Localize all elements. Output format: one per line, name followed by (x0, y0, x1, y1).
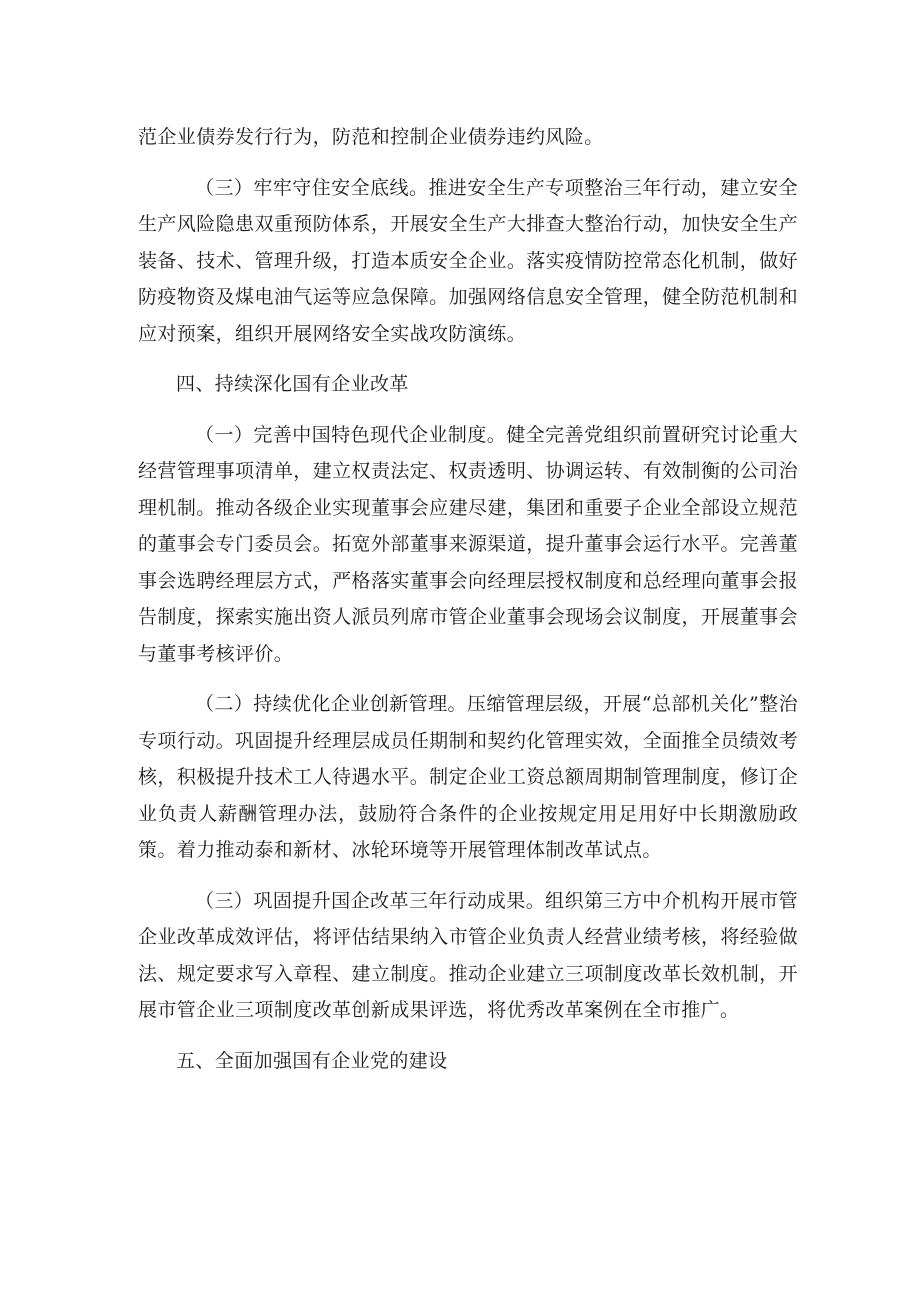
document-body (138, 119, 798, 1093)
paragraph-reform-results: （三）巩固提升国企改革三年行动成果。组织第三方中介机构开展市管企业改革成效评估，将评估结果纳入市管企业负责人经营业绩考核，将经验做法、规定要求写入章程、建立制度。推动企业建立三项制度改革长效机制，开展市管企业三项制度改革创新成果评选，将优秀改革案例在全市推广。 (138, 889, 798, 1021)
paragraph-safety-bottom-line: （三）牢牢守住安全底线。推进安全生产专项整治三年行动，建立安全生产风险隐患双重预防体系，开展安全生产大排查大整治行动，加快安全生产装备、技术、管理升级，打造本质安全企业。落实疫情防控常态化机制，做好防疫物资及煤电油气运等应急保障。加强网络信息安全管理，健全防范机制和应对预案，组织开展网络安全实战攻防演练。 (138, 176, 798, 345)
section-heading-party-building: 五、全面加强国有企业党的建设 (176, 1049, 448, 1072)
paragraph-continuation: 范企业债券发行行为，防范和控制企业债券违约风险。 (138, 126, 604, 148)
section-heading-reform: 四、持续深化国有企业改革 (176, 373, 409, 395)
paragraph-innovation-management: （二）持续优化企业创新管理。压缩管理层级，开展“总部机关化”整治专项行动。巩固提升经理层成员任期制和契约化管理实效，全面推全员绩效考核，积极提升技术工人待遇水平。制定企业工资总额周期制管理制度，修订企业负责人薪酬管理办法，鼓励符合条件的企业按规定用足用好中长期激励政策。着力推动泰和新材、冰轮环境等开展管理体制改革试点。 (138, 693, 798, 861)
paragraph-modern-enterprise-system: （一）完善中国特色现代企业制度。健全完善党组织前置研究讨论重大经营管理事项清单，建立权责法定、权责透明、协调运转、有效制衡的公司治理机制。推动各级企业实现董事会应建尽建，集团和重要子企业全部设立规范的董事会专门委员会。拓宽外部董事来源渠道，提升董事会运行水平。完善董事会选聘经理层方式，严格落实董事会向经理层授权制度和总经理向董事会报告制度，探索实施出资人派员列席市管企业董事会现场会议制度，开展董事会与董事考核评价。 (138, 423, 798, 665)
